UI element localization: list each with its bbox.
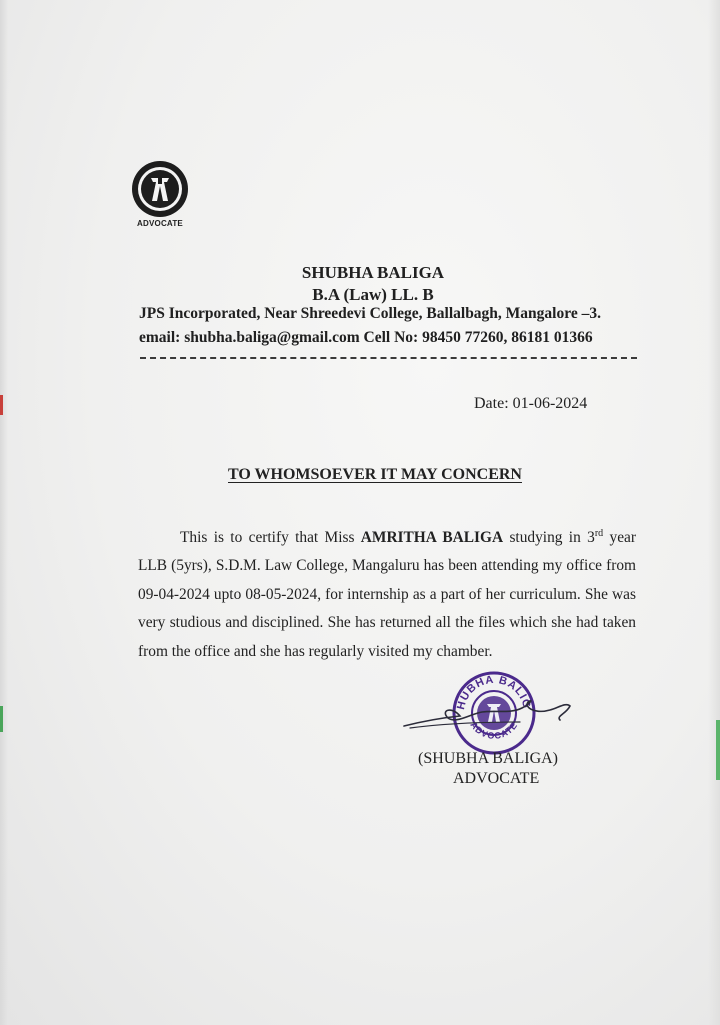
background-bleed	[0, 395, 3, 415]
letter-subject: TO WHOMSOEVER IT MAY CONCERN	[228, 466, 522, 483]
ordinal-suffix: rd	[594, 528, 604, 539]
signatory-title: ADVOCATE	[453, 770, 540, 787]
paper-edge-left	[0, 0, 8, 1025]
body-text-part: studying in 3	[503, 529, 595, 546]
body-text-part: This is to certify that Miss	[180, 529, 361, 546]
letterhead-contact: email: shubha.baliga@gmail.com Cell No: 98450 77260, 86181 01366	[139, 329, 593, 346]
letter-date: Date: 01-06-2024	[474, 395, 588, 412]
background-bleed	[716, 720, 720, 780]
letterhead-divider	[140, 357, 637, 359]
logo-caption: ADVOCATE	[137, 219, 183, 228]
handwritten-signature	[400, 688, 580, 738]
paper-edge-right	[708, 0, 720, 1025]
letterhead-degree: B.A (Law) LL. B	[312, 285, 434, 304]
advocate-emblem-icon	[131, 160, 189, 218]
letterhead-name: SHUBHA BALIGA	[301, 263, 445, 282]
student-name: AMRITHA BALIGA	[360, 529, 504, 546]
seal-text-bottom: ADVOCATE	[468, 719, 520, 741]
letter-body	[138, 524, 636, 666]
seal-text-top: HUBHA BALIG	[455, 673, 533, 711]
background-bleed	[0, 706, 3, 732]
letterhead-address: JPS Incorporated, Near Shreedevi College, Ballalbagh, Mangalore –3.	[139, 305, 601, 322]
signatory-name: (SHUBHA BALIGA)	[418, 750, 558, 767]
advocate-logo	[130, 160, 190, 230]
body-text-part: year LLB (5yrs), S.D.M. Law College, Mangaluru has been attending my office from 09-04-2024 upto 08-05-2024, for internship as a part of her curriculum. She was very studious and disciplined. She has returned all the files which she had taken from the office and she has regularly visited my chamber.	[138, 529, 636, 660]
